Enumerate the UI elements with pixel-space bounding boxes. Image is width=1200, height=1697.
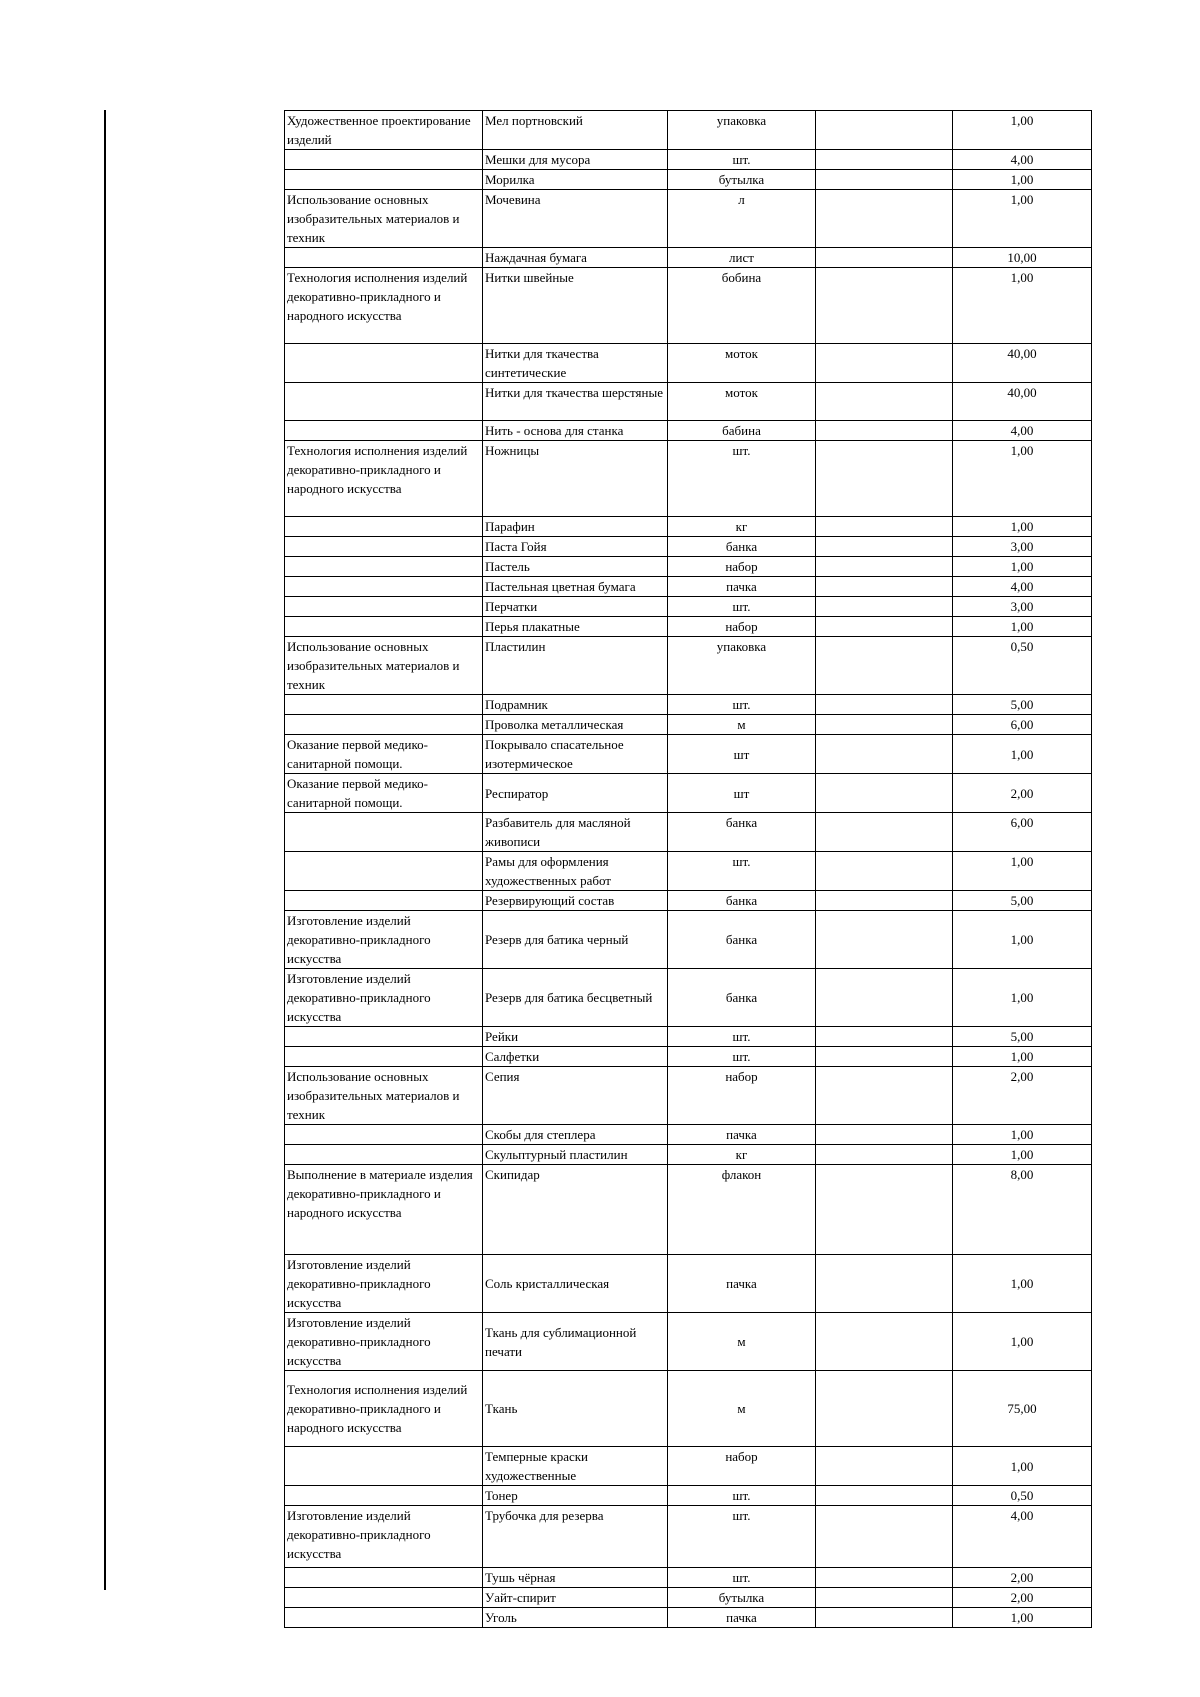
quantity-cell: 1,00 [953, 190, 1092, 248]
quantity-cell: 1,00 [953, 268, 1092, 344]
unit-cell: м [668, 1371, 816, 1447]
material-name-cell: Резерв для батика бесцветный [483, 969, 668, 1027]
section-cell [285, 1588, 483, 1608]
section-cell: Выполнение в материале изделия декоративно-прикладного и народного искусства [285, 1165, 483, 1255]
unit-cell: шт. [668, 695, 816, 715]
unit-cell: моток [668, 383, 816, 421]
table-row [285, 248, 1092, 268]
table-row [285, 344, 1092, 383]
material-name-cell: Разбавитель для масляной живописи [483, 813, 668, 852]
empty-cell [816, 1506, 953, 1568]
quantity-cell: 2,00 [953, 1588, 1092, 1608]
materials-table [284, 110, 1092, 1628]
table-row [285, 1568, 1092, 1588]
unit-cell: флакон [668, 1165, 816, 1255]
empty-cell [816, 383, 953, 421]
section-cell [285, 852, 483, 891]
quantity-cell: 0,50 [953, 1486, 1092, 1506]
unit-cell: лист [668, 248, 816, 268]
table-row [285, 695, 1092, 715]
unit-cell: шт. [668, 597, 816, 617]
empty-cell [816, 1125, 953, 1145]
section-cell [285, 891, 483, 911]
quantity-cell: 4,00 [953, 577, 1092, 597]
material-name-cell: Резерв для батика черный [483, 911, 668, 969]
material-name-cell: Пластилин [483, 637, 668, 695]
section-cell [285, 344, 483, 383]
table-row [285, 969, 1092, 1027]
material-name-cell: Нитки для ткачества синтетические [483, 344, 668, 383]
unit-cell: шт. [668, 441, 816, 517]
quantity-cell: 5,00 [953, 1027, 1092, 1047]
empty-cell [816, 577, 953, 597]
table-row [285, 1165, 1092, 1255]
section-cell [285, 1486, 483, 1506]
section-cell: Оказание первой медико-санитарной помощи. [285, 774, 483, 813]
unit-cell: пачка [668, 577, 816, 597]
material-name-cell: Уайт-спирит [483, 1588, 668, 1608]
section-cell [285, 813, 483, 852]
quantity-cell: 1,00 [953, 1125, 1092, 1145]
section-cell [285, 1447, 483, 1486]
material-name-cell: Нитки для ткачества шерстяные [483, 383, 668, 421]
unit-cell: кг [668, 1145, 816, 1165]
unit-cell: шт. [668, 1568, 816, 1588]
empty-cell [816, 1047, 953, 1067]
quantity-cell: 4,00 [953, 1506, 1092, 1568]
quantity-cell: 6,00 [953, 813, 1092, 852]
empty-cell [816, 517, 953, 537]
empty-cell [816, 421, 953, 441]
section-cell [285, 617, 483, 637]
unit-cell: шт. [668, 1047, 816, 1067]
quantity-cell: 3,00 [953, 597, 1092, 617]
table-row [285, 774, 1092, 813]
quantity-cell: 1,00 [953, 617, 1092, 637]
quantity-cell: 40,00 [953, 383, 1092, 421]
empty-cell [816, 170, 953, 190]
section-cell: Технология исполнения изделий декоративно-прикладного и народного искусства [285, 441, 483, 517]
material-name-cell: Подрамник [483, 695, 668, 715]
quantity-cell: 1,00 [953, 735, 1092, 774]
table-row [285, 111, 1092, 150]
empty-cell [816, 1486, 953, 1506]
empty-cell [816, 248, 953, 268]
unit-cell: пачка [668, 1255, 816, 1313]
material-name-cell: Темперные краски художественные [483, 1447, 668, 1486]
empty-cell [816, 1371, 953, 1447]
empty-cell [816, 715, 953, 735]
empty-cell [816, 1255, 953, 1313]
empty-cell [816, 557, 953, 577]
table-row [285, 813, 1092, 852]
table-row [285, 1371, 1092, 1447]
quantity-cell: 2,00 [953, 1568, 1092, 1588]
section-cell: Изготовление изделий декоративно-прикладного искусства [285, 911, 483, 969]
table-row [285, 170, 1092, 190]
empty-cell [816, 1313, 953, 1371]
material-name-cell: Резервирующий состав [483, 891, 668, 911]
section-cell [285, 1568, 483, 1588]
table-row [285, 517, 1092, 537]
table-row [285, 1125, 1092, 1145]
unit-cell: м [668, 1313, 816, 1371]
material-name-cell: Морилка [483, 170, 668, 190]
material-name-cell: Нить - основа для станка [483, 421, 668, 441]
empty-cell [816, 111, 953, 150]
table-row [285, 1486, 1092, 1506]
empty-cell [816, 1145, 953, 1165]
empty-cell [816, 1027, 953, 1047]
unit-cell: шт [668, 774, 816, 813]
unit-cell: бутылка [668, 1588, 816, 1608]
section-cell: Технология исполнения изделий декоративно-прикладного и народного искусства [285, 1371, 483, 1447]
quantity-cell: 3,00 [953, 537, 1092, 557]
empty-cell [816, 852, 953, 891]
empty-cell [816, 774, 953, 813]
section-cell [285, 715, 483, 735]
quantity-cell: 1,00 [953, 1313, 1092, 1371]
quantity-cell: 1,00 [953, 517, 1092, 537]
table-row [285, 911, 1092, 969]
empty-cell [816, 969, 953, 1027]
material-name-cell: Ножницы [483, 441, 668, 517]
quantity-cell: 1,00 [953, 1608, 1092, 1628]
section-cell [285, 383, 483, 421]
material-name-cell: Ткань [483, 1371, 668, 1447]
unit-cell: пачка [668, 1125, 816, 1145]
section-cell: Технология исполнения изделий декоративно-прикладного и народного искусства [285, 268, 483, 344]
section-cell: Использование основных изобразительных материалов и техник [285, 1067, 483, 1125]
section-cell [285, 421, 483, 441]
empty-cell [816, 1165, 953, 1255]
material-name-cell: Трубочка для резерва [483, 1506, 668, 1568]
material-name-cell: Рамы для оформления художественных работ [483, 852, 668, 891]
empty-cell [816, 344, 953, 383]
empty-cell [816, 813, 953, 852]
material-name-cell: Соль кристаллическая [483, 1255, 668, 1313]
material-name-cell: Мочевина [483, 190, 668, 248]
quantity-cell: 1,00 [953, 111, 1092, 150]
table-row [285, 852, 1092, 891]
quantity-cell: 1,00 [953, 1145, 1092, 1165]
material-name-cell: Перья плакатные [483, 617, 668, 637]
empty-cell [816, 1588, 953, 1608]
empty-cell [816, 268, 953, 344]
unit-cell: шт. [668, 852, 816, 891]
quantity-cell: 1,00 [953, 170, 1092, 190]
material-name-cell: Мешки для мусора [483, 150, 668, 170]
empty-cell [816, 441, 953, 517]
table-row [285, 383, 1092, 421]
material-name-cell: Респиратор [483, 774, 668, 813]
section-cell [285, 1608, 483, 1628]
materials-table-body [285, 111, 1092, 1628]
unit-cell: м [668, 715, 816, 735]
material-name-cell: Парафин [483, 517, 668, 537]
quantity-cell: 75,00 [953, 1371, 1092, 1447]
section-cell: Использование основных изобразительных материалов и техник [285, 637, 483, 695]
table-row [285, 1067, 1092, 1125]
table-row [285, 715, 1092, 735]
table-row [285, 1027, 1092, 1047]
quantity-cell: 8,00 [953, 1165, 1092, 1255]
section-cell: Изготовление изделий декоративно-прикладного искусства [285, 1313, 483, 1371]
unit-cell: набор [668, 617, 816, 637]
unit-cell: моток [668, 344, 816, 383]
material-name-cell: Наждачная бумага [483, 248, 668, 268]
unit-cell: бабина [668, 421, 816, 441]
quantity-cell: 1,00 [953, 1047, 1092, 1067]
material-name-cell: Перчатки [483, 597, 668, 617]
empty-cell [816, 1608, 953, 1628]
section-cell: Оказание первой медико-санитарной помощи. [285, 735, 483, 774]
table-row [285, 190, 1092, 248]
table-row [285, 1506, 1092, 1568]
table-row [285, 1447, 1092, 1486]
unit-cell: шт. [668, 1506, 816, 1568]
material-name-cell: Уголь [483, 1608, 668, 1628]
unit-cell: шт. [668, 1027, 816, 1047]
section-cell: Художественное проектирование изделий [285, 111, 483, 150]
unit-cell: банка [668, 969, 816, 1027]
unit-cell: бутылка [668, 170, 816, 190]
empty-cell [816, 911, 953, 969]
quantity-cell: 40,00 [953, 344, 1092, 383]
empty-cell [816, 537, 953, 557]
quantity-cell: 1,00 [953, 969, 1092, 1027]
empty-cell [816, 190, 953, 248]
material-name-cell: Скипидар [483, 1165, 668, 1255]
section-cell [285, 170, 483, 190]
empty-cell [816, 597, 953, 617]
quantity-cell: 1,00 [953, 1255, 1092, 1313]
table-row [285, 637, 1092, 695]
unit-cell: банка [668, 911, 816, 969]
section-cell [285, 1047, 483, 1067]
section-cell: Изготовление изделий декоративно-прикладного искусства [285, 969, 483, 1027]
section-cell [285, 1027, 483, 1047]
unit-cell: набор [668, 1447, 816, 1486]
section-cell: Использование основных изобразительных материалов и техник [285, 190, 483, 248]
quantity-cell: 0,50 [953, 637, 1092, 695]
section-cell [285, 537, 483, 557]
section-cell [285, 1125, 483, 1145]
empty-cell [816, 891, 953, 911]
empty-cell [816, 617, 953, 637]
empty-cell [816, 1447, 953, 1486]
unit-cell: шт. [668, 150, 816, 170]
table-row [285, 150, 1092, 170]
table-row [285, 891, 1092, 911]
section-cell: Изготовление изделий декоративно-прикладного искусства [285, 1255, 483, 1313]
material-name-cell: Скульптурный пластилин [483, 1145, 668, 1165]
table-row [285, 1255, 1092, 1313]
empty-cell [816, 695, 953, 715]
table-row [285, 1145, 1092, 1165]
table-row [285, 597, 1092, 617]
quantity-cell: 5,00 [953, 695, 1092, 715]
material-name-cell: Паста Гойя [483, 537, 668, 557]
materials-table-container [284, 110, 1088, 1628]
quantity-cell: 1,00 [953, 911, 1092, 969]
material-name-cell: Салфетки [483, 1047, 668, 1067]
material-name-cell: Нитки швейные [483, 268, 668, 344]
material-name-cell: Проволка металлическая [483, 715, 668, 735]
section-cell [285, 150, 483, 170]
quantity-cell: 2,00 [953, 1067, 1092, 1125]
quantity-cell: 5,00 [953, 891, 1092, 911]
quantity-cell: 1,00 [953, 852, 1092, 891]
material-name-cell: Покрывало спасательное изотермическое [483, 735, 668, 774]
section-cell [285, 248, 483, 268]
table-row [285, 421, 1092, 441]
quantity-cell: 2,00 [953, 774, 1092, 813]
unit-cell: шт. [668, 1486, 816, 1506]
unit-cell: шт [668, 735, 816, 774]
material-name-cell: Ткань для сублимационной печати [483, 1313, 668, 1371]
material-name-cell: Сепия [483, 1067, 668, 1125]
unit-cell: набор [668, 1067, 816, 1125]
unit-cell: бобина [668, 268, 816, 344]
table-row [285, 577, 1092, 597]
material-name-cell: Пастель [483, 557, 668, 577]
unit-cell: кг [668, 517, 816, 537]
quantity-cell: 1,00 [953, 441, 1092, 517]
table-row [285, 441, 1092, 517]
material-name-cell: Рейки [483, 1027, 668, 1047]
section-cell [285, 597, 483, 617]
quantity-cell: 6,00 [953, 715, 1092, 735]
empty-cell [816, 637, 953, 695]
section-cell [285, 695, 483, 715]
table-row [285, 617, 1092, 637]
unit-cell: упаковка [668, 637, 816, 695]
section-cell: Изготовление изделий декоративно-прикладного искусства [285, 1506, 483, 1568]
table-row [285, 537, 1092, 557]
quantity-cell: 10,00 [953, 248, 1092, 268]
material-name-cell: Скобы для степлера [483, 1125, 668, 1145]
table-row [285, 557, 1092, 577]
quantity-cell: 4,00 [953, 150, 1092, 170]
empty-cell [816, 1568, 953, 1588]
table-row [285, 1047, 1092, 1067]
quantity-cell: 1,00 [953, 1447, 1092, 1486]
unit-cell: банка [668, 891, 816, 911]
table-row [285, 1608, 1092, 1628]
empty-cell [816, 150, 953, 170]
material-name-cell: Пастельная цветная бумага [483, 577, 668, 597]
section-cell [285, 577, 483, 597]
section-cell [285, 517, 483, 537]
empty-cell [816, 1067, 953, 1125]
unit-cell: банка [668, 813, 816, 852]
table-row [285, 268, 1092, 344]
table-row [285, 1313, 1092, 1371]
table-row [285, 1588, 1092, 1608]
section-cell [285, 1145, 483, 1165]
section-cell [285, 557, 483, 577]
table-row [285, 735, 1092, 774]
material-name-cell: Тонер [483, 1486, 668, 1506]
unit-cell: набор [668, 557, 816, 577]
unit-cell: банка [668, 537, 816, 557]
material-name-cell: Тушь чёрная [483, 1568, 668, 1588]
material-name-cell: Мел портновский [483, 111, 668, 150]
quantity-cell: 1,00 [953, 557, 1092, 577]
unit-cell: упаковка [668, 111, 816, 150]
unit-cell: пачка [668, 1608, 816, 1628]
empty-cell [816, 735, 953, 774]
unit-cell: л [668, 190, 816, 248]
left-margin-rule [104, 110, 106, 1590]
quantity-cell: 4,00 [953, 421, 1092, 441]
